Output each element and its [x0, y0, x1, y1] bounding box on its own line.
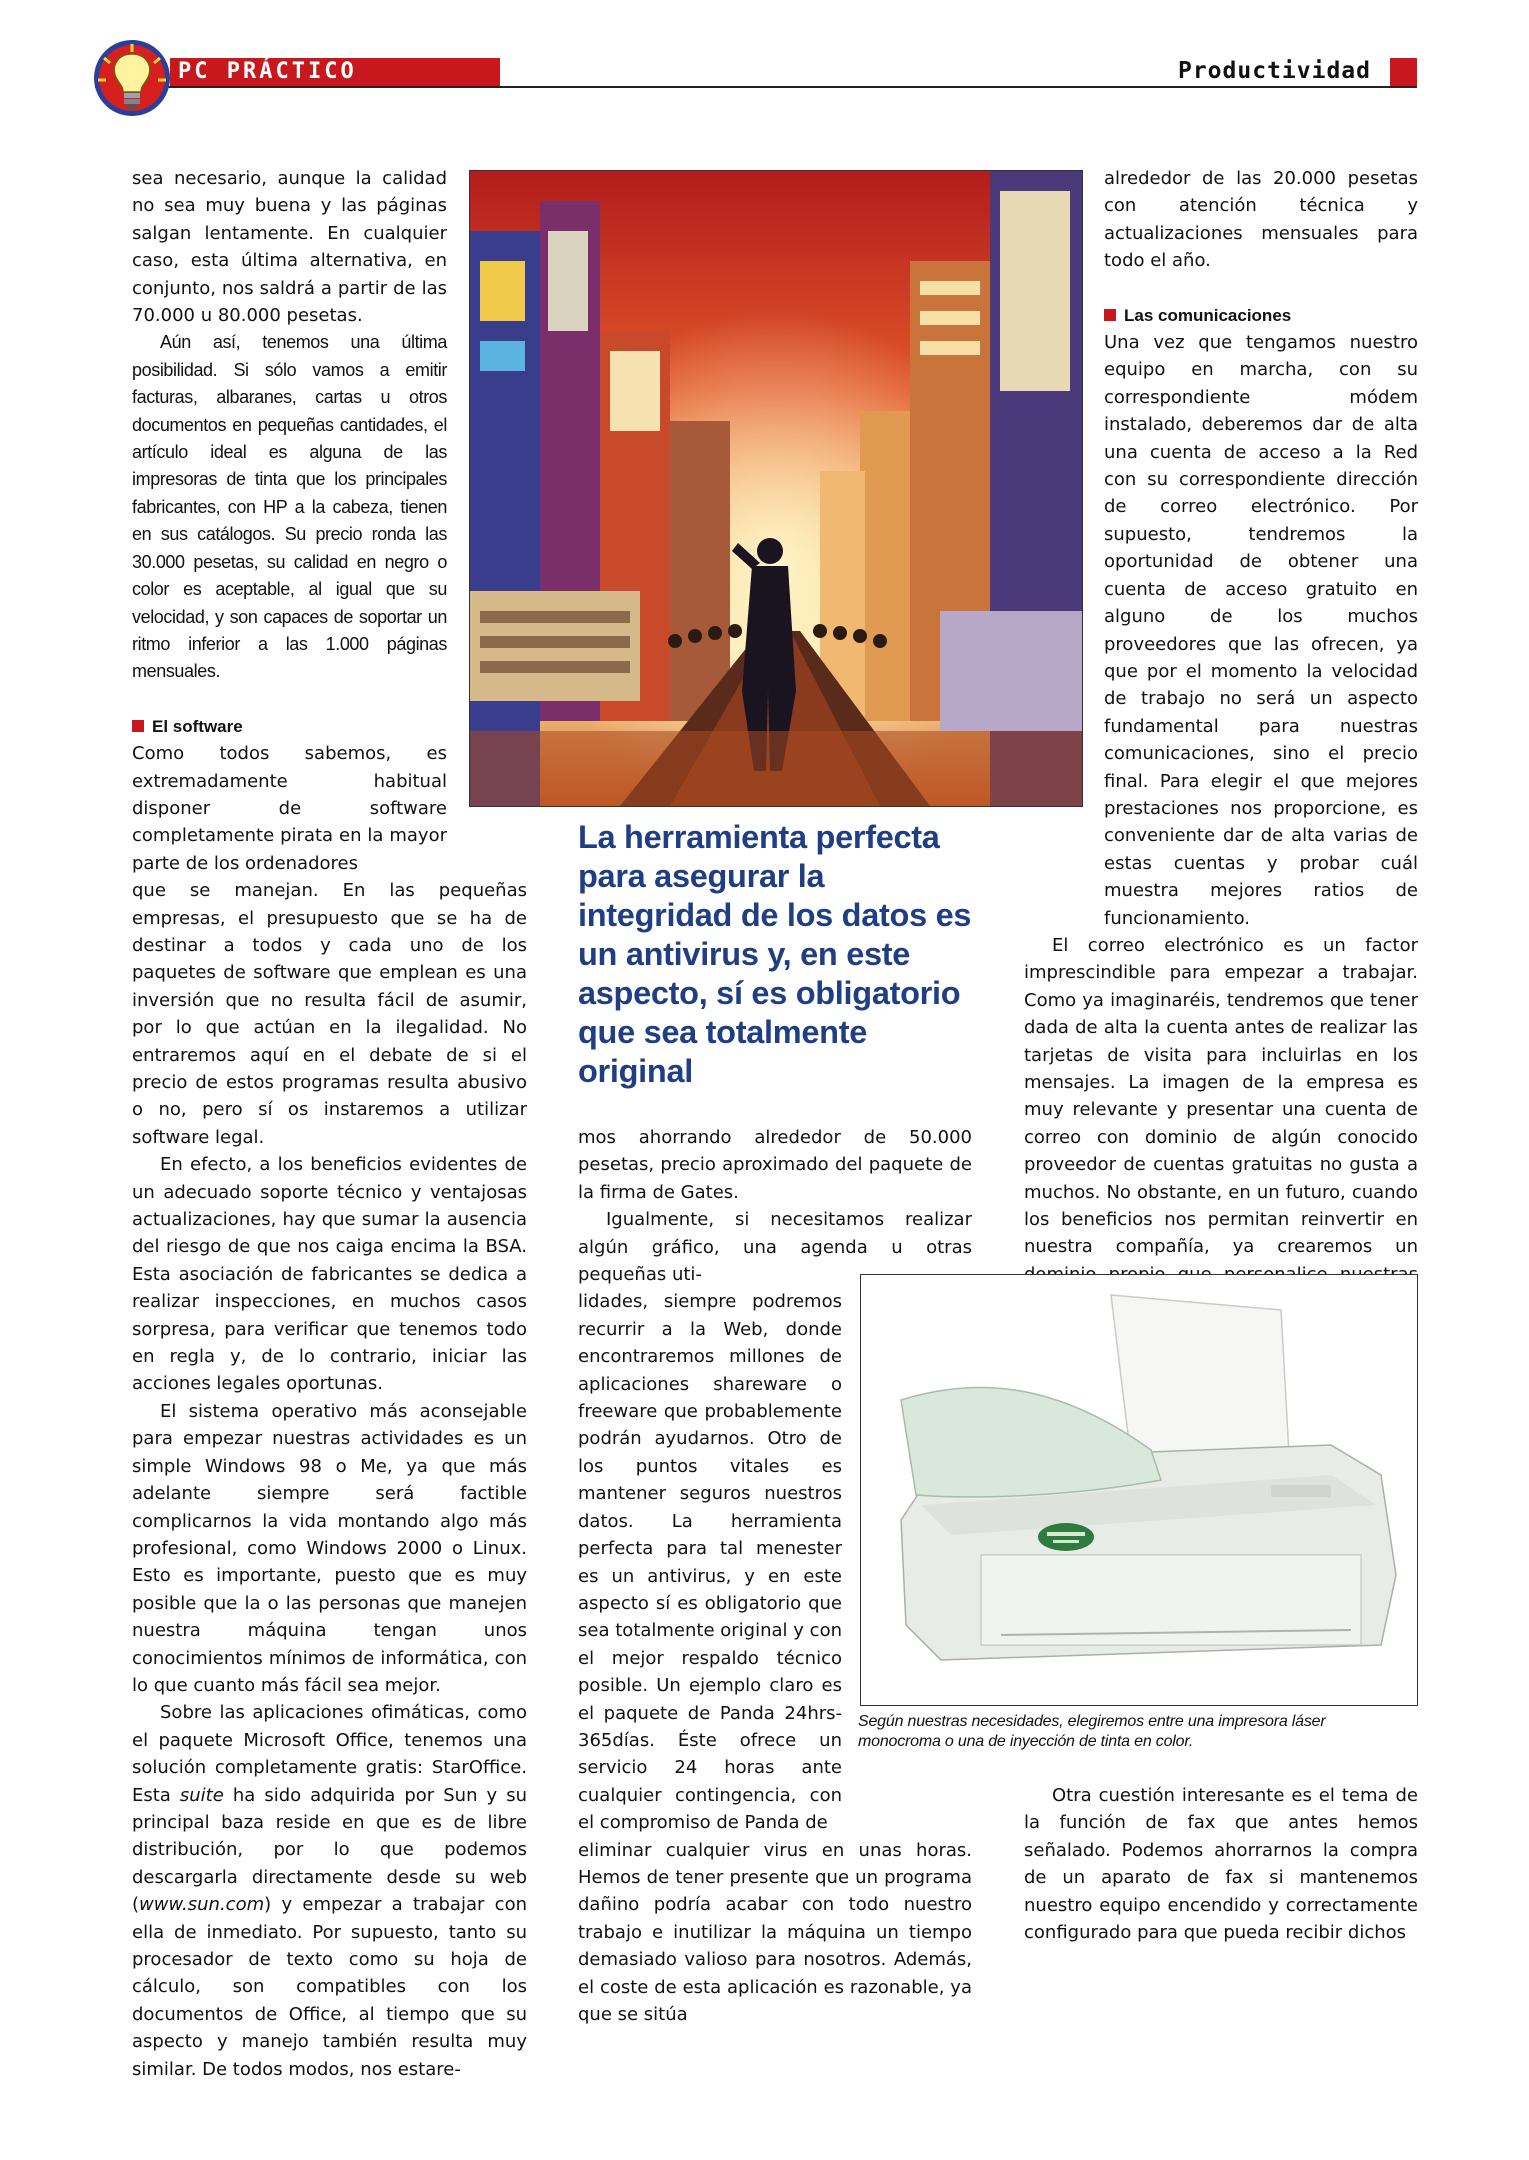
url-text: www.sun.com: [139, 1894, 265, 1916]
section-heading-software: [132, 713, 447, 740]
city-businessman-illustration: [469, 170, 1083, 807]
printer-photo: [860, 1274, 1418, 1706]
col1-paragraph: sea necesario, aunque la calidad no sea muy buena y las páginas salgan lentamente. En cualquier caso, esta última alternativa, en conjunto, nos saldrá a partir de las 70.000 u 80.000 pesetas.: [132, 168, 447, 327]
col2-paragraph: eliminar cualquier virus en unas horas. Hemos de tener presente que un programa dañino podría acabar con todo nuestro trabajo e inutilizar la máquina un tiempo demasiado valioso para nosotros. Además, el coste de esta aplicación es razonable, ya que se sitúa: [578, 1839, 972, 2025]
italic-term: suite: [179, 1784, 224, 1806]
header-rule: [95, 86, 1417, 88]
col3-paragraph: Una vez que tengamos nuestro equipo en marcha, con su correspondiente módem instalado, deberemos dar de alta una cuenta de acceso a la Red con su correspondiente dirección de correo electrónico. Por supuesto, tendremos la oportunidad de obtener una cuenta de acceso gratuito en alguno de los muchos proveedores que las ofrecen, ya que por el momento la velocidad de trabajo no será un aspecto fundamental para nuestras comunicaciones, sino el precio final. Para elegir el que mejores prestaciones nos proporcione, es conveniente dar de alta varias de estas cuentas y probar cuál muestra mejores ratios de funcionamiento.: [1104, 332, 1418, 929]
heading-bullet-square: [1104, 309, 1116, 321]
col2-paragraph: Igualmente, si necesitamos realizar algún gráfico, una agenda u otras pequeñas uti-: [578, 1209, 972, 1286]
text-run: ) y empezar a trabajar con ella de inmediato. Por supuesto, tanto su procesador de texto como su hoja de cálculo, son compatibles con los documentos de Office, al tiempo que su aspecto y manejo también resulta muy similar. De todos modos, nos estare-: [132, 1894, 527, 2080]
col1-paragraph: [132, 1699, 527, 2083]
section-heading-comms: [1104, 302, 1418, 329]
header-category: Productividad: [1177, 58, 1371, 84]
column-3: [1024, 165, 1418, 1398]
col3-paragraph: alrededor de las 20.000 pesetas con atención técnica y actualizaciones mensuales para todo el año.: [1104, 168, 1418, 272]
col2-paragraph: lidades, siempre podremos recurrir a la Web, donde encontraremos millones de aplicaciones shareware o freeware que probablemente podrán ayudarnos. Otro de los puntos vitales es mantener seguros nuestros datos. La herramienta perfecta para tal menester es un antivirus, y en este aspecto sí es obligatorio que sea totalmente original y con el mejor respaldo técnico posible. Un ejemplo claro es el paquete de Panda 24hrs-365días. Éste ofrece un servicio 24 horas ante cualquier contingencia, con el compromiso de Panda de: [578, 1291, 842, 1834]
header-section-label: PC PRÁCTICO: [178, 59, 357, 84]
header-accent-square: [1390, 58, 1417, 86]
section-heading-text: El software: [152, 716, 243, 736]
text-run: Sobre las aplicaciones ofimáticas, como el paquete Microsoft Office, tenemos una solución completamente gratis: StarOffice. Esta: [132, 1702, 527, 1806]
col1-paragraph: que se manejan. En las pequeñas empresas, el presupuesto que se ha de destinar a todos y cada uno de los paquetes de software que emplean es una inversión que no resulta fácil de asumir, por lo que actúan en la ilegalidad. No entraremos aquí en el debate de si el precio de estos programas resulta abusivo o no, pero sí os instaremos a utilizar software legal.: [132, 880, 527, 1148]
heading-bullet-square: [132, 720, 144, 732]
section-heading-text: Las comunicaciones: [1124, 305, 1292, 325]
column-1: [132, 165, 527, 2083]
col1-paragraph: El sistema operativo más aconsejable para empezar nuestras actividades es un simple Windows 98 o Me, ya que más adelante siempre será factible complicarnos la vida montando algo más profesional, como Windows 2000 o Linux. Esto es importante, puesto que es muy posible que la o las personas que manejen nuestra máquina tengan unos conocimientos mínimos de informática, con lo que cuanto más fácil sea mejor.: [132, 1400, 527, 1696]
col1-paragraph: En efecto, a los beneficios evidentes de un adecuado soporte técnico y ventajosas actualizaciones, hay que sumar la ausencia del riesgo de que nos caiga encima la BSA. Esta asociación de fabricantes se dedica a realizar inspecciones, en muchos casos sorpresa, para verificar que tenemos todo en regla y, de lo contrario, iniciar las acciones legales oportunas.: [132, 1154, 527, 1395]
pull-quote: La herramienta perfecta para asegurar la integridad de los datos es un antivirus y, en este aspecto, sí es obligatorio que sea totalmente original: [578, 819, 972, 1089]
text-run: ha sido adquirida por Sun y su principal baza reside en que es de libre distribución, por lo que podemos descargarla directamente desde su web (: [132, 1784, 528, 1916]
col1-paragraph: Aún así, tenemos una última posibilidad. Si sólo vamos a emitir facturas, albaranes, cartas u otros documentos en pequeñas cantidades, el artículo ideal es alguna de las impresoras de tinta que los principales fabricantes, con HP a la cabeza, tienen en sus catálogos. Su precio ronda las 30.000 pesetas, su calidad en negro o color es aceptable, al igual que su velocidad, y son capaces de soportar un ritmo inferior a las 1.000 páginas mensuales.: [132, 332, 447, 682]
photo-caption: Según nuestras necesidades, elegiremos entre una impresora láser monocroma o una de inyección de tinta en color.: [858, 1713, 1326, 1750]
col1-paragraph: Como todos sabemos, es extremadamente habitual disponer de software completamente pirata en la mayor parte de los ordenadores: [132, 743, 447, 874]
col3-paragraph: Otra cuestión interesante es el tema de la función de fax que antes hemos señalado. Podemos ahorrarnos la compra de un aparato de fax si mantenemos nuestro equipo encendido y correctamente configurado para que pueda recibir dichos: [1024, 1785, 1418, 1944]
col3-paragraph: El correo electrónico es un factor imprescindible para empezar a trabajar. Como ya imaginaréis, tendremos que tener dada de alta la cuenta antes de realizar las tarjetas de visita para incluirlas en los mensajes. La imagen de la empresa es muy relevante y presentar una cuenta de correo con dominio de algún conocido proveedor de cuentas gratuitas no gusta a muchos. No obstante, en un futuro, cuando los beneficios nos permitan reinvertir en nuestra compañía, ya crearemos un: [1024, 934, 1418, 1258]
lightbulb-icon: [86, 38, 178, 118]
column-3-continued: [1024, 1782, 1418, 1946]
col2-paragraph: mos ahorrando alrededor de 50.000 pesetas, precio aproximado del paquete de la firma de Gates.: [578, 1127, 972, 1203]
